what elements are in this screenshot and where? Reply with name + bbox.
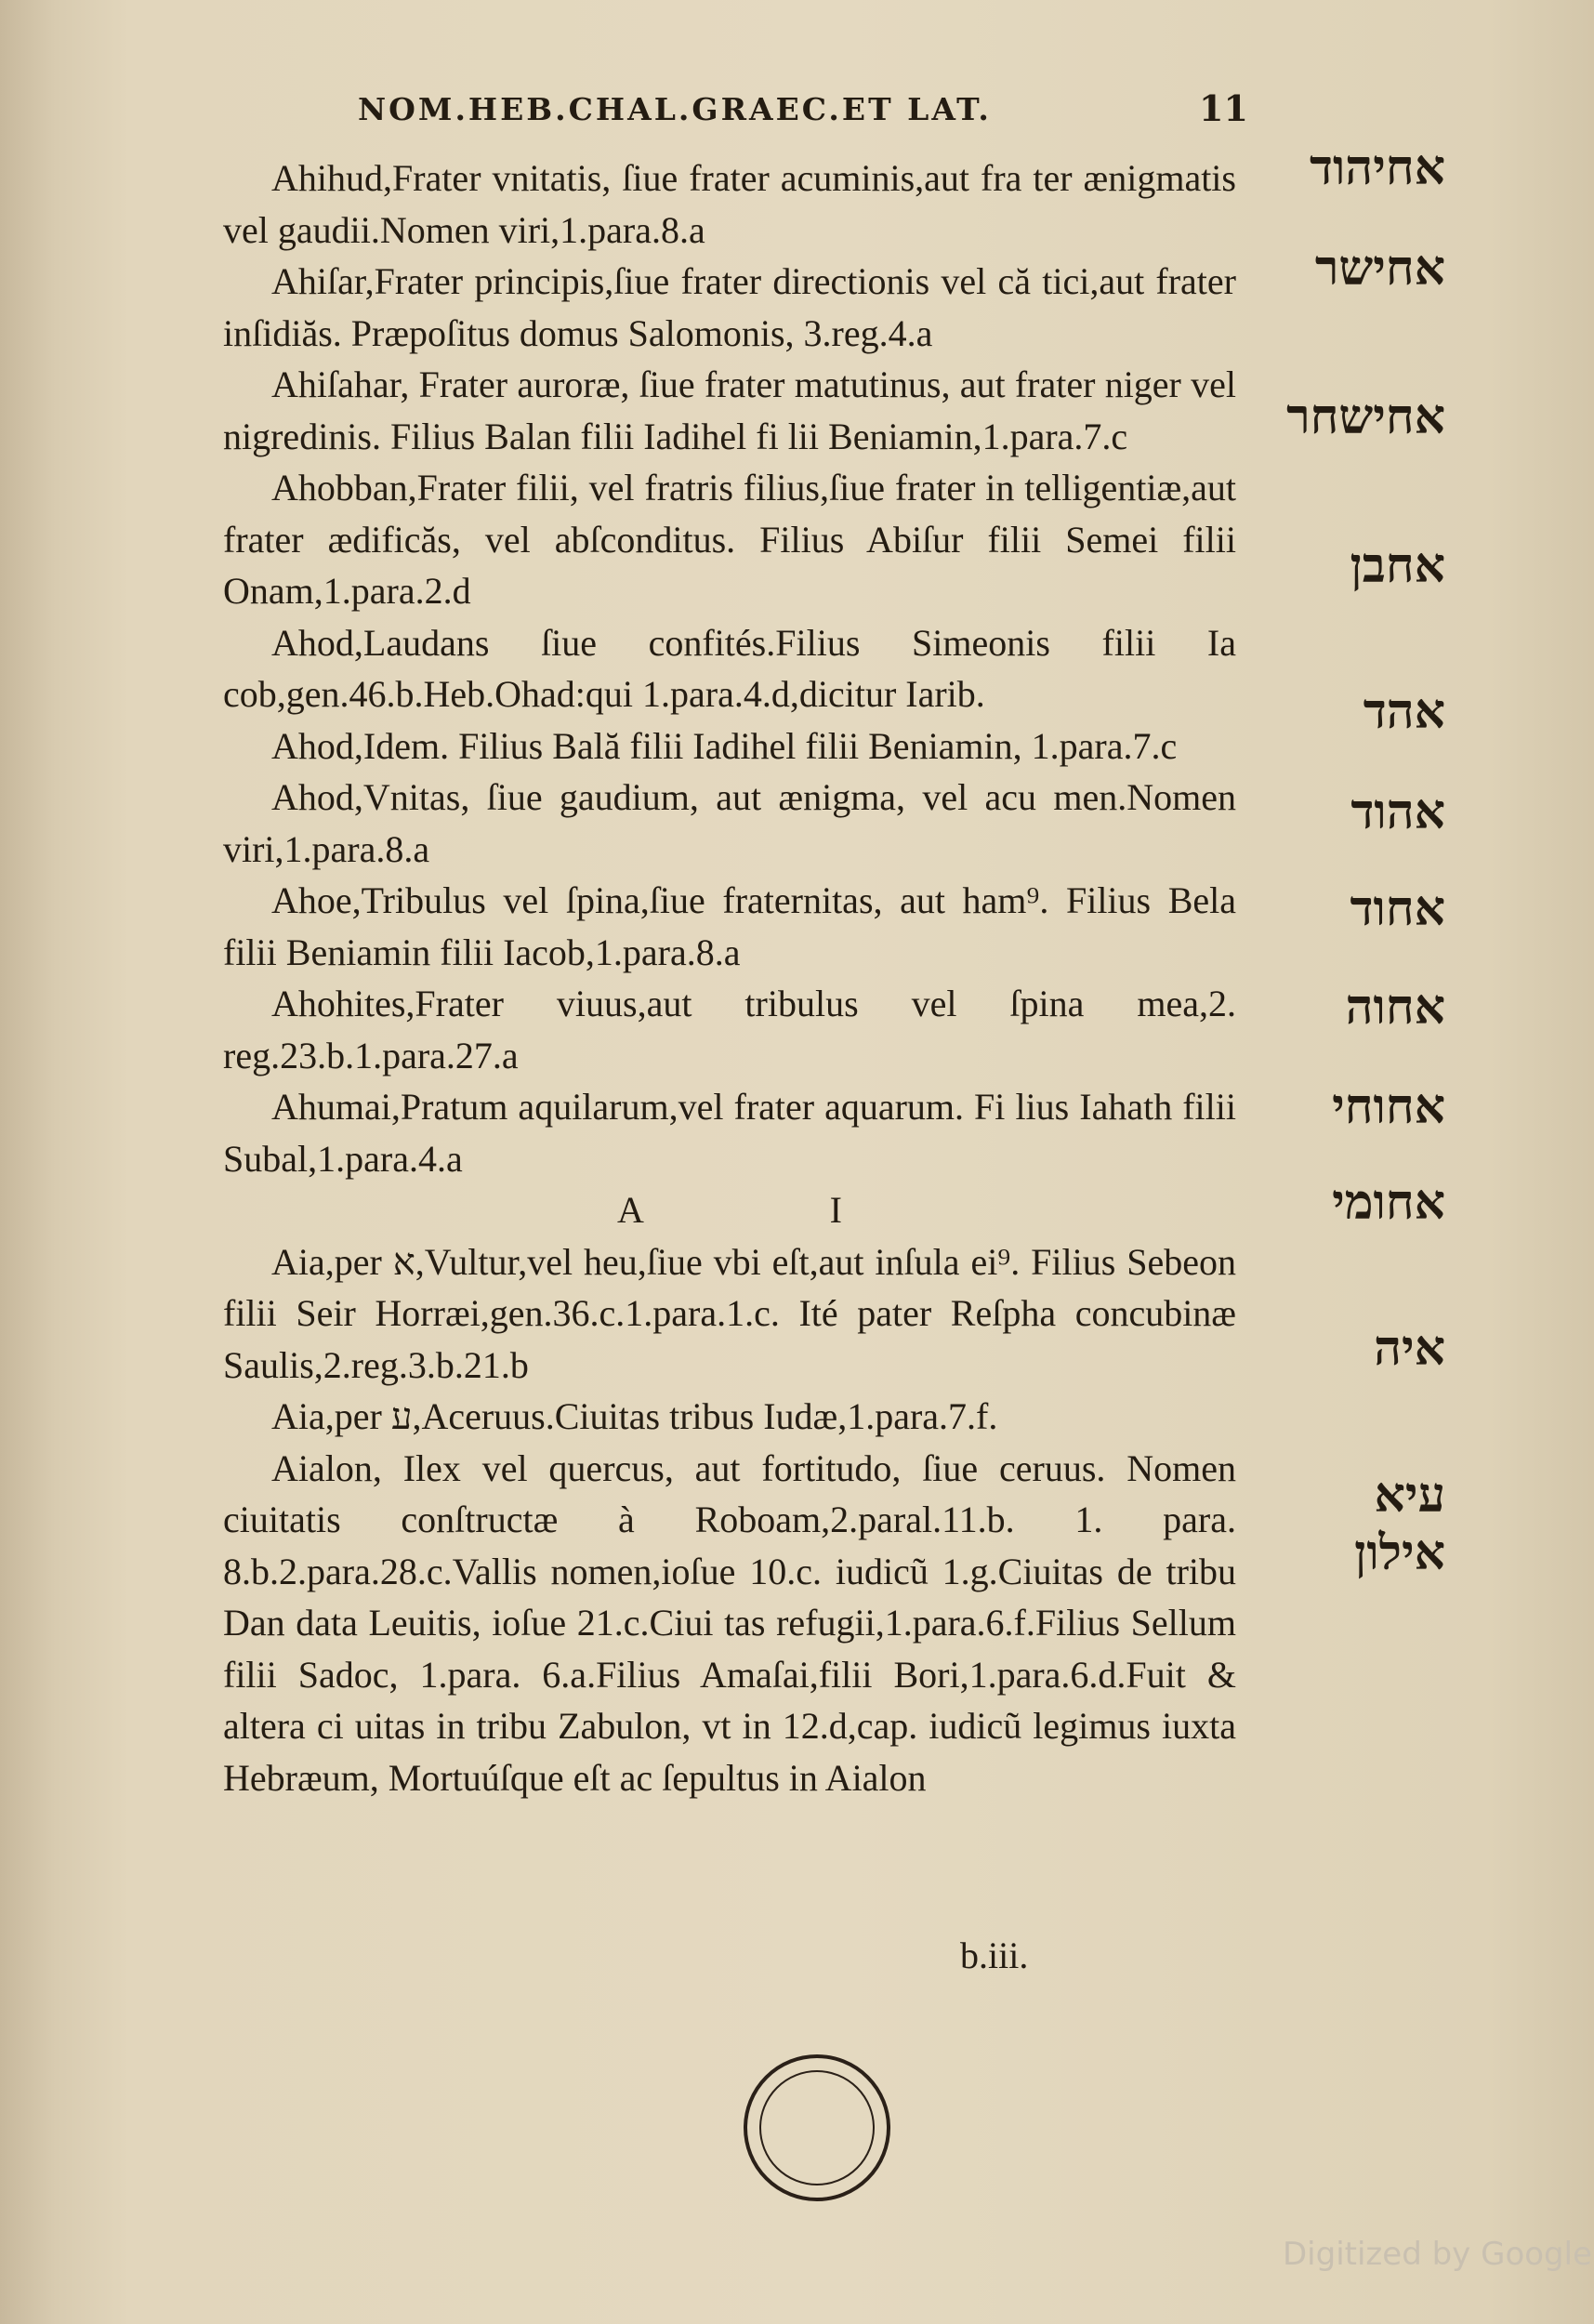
signature-mark: b.iii. xyxy=(960,1934,1029,1976)
entry-ahumai: Ahumai,Pratum aquilarum,vel frater aquarum. Fi lius Iahath filii Subal,1.para.4.a xyxy=(223,1086,1236,1180)
entry-ahod-vnitas: Ahod,Vnitas, ſiue gaudium, aut ænigma, vel acu men.Nomen viri,1.para.8.a xyxy=(223,776,1236,870)
library-stamp xyxy=(744,2054,890,2201)
hebrew-headword: אהוד xyxy=(1350,784,1445,840)
entry-aialon: Aialon, Ilex vel quercus, aut fortitudo, ſiue ceruus. Nomen ciuitatis conſtructæ à Roboam,2.paral.11.b. 1. para. 8.b.2.para.28.c.Vallis nomen,ioſue 10.c. iudicũ 1.g.Ciuitas de tribu Dan data Leuitis, ioſue 21.c.Ciui tas refugii,1.para.6.f.Filius Sellum filii Sadoc, 1.para. 6.a.Filius Amaſai,filii Bori,1.para.6.d.Fuit & altera ci uitas in tribu Zabulon, vt in 12.d,cap. iudicũ legimus iuxta Hebræum, Mortuúſque eſt ac ſepultus in Aialon xyxy=(223,1446,1236,1799)
folio-number: 11 xyxy=(1199,87,1248,129)
hebrew-headword: אחומי xyxy=(1332,1174,1445,1231)
hebrew-headword: עיא xyxy=(1374,1467,1445,1524)
entry-ahobban: Ahobban,Frater filii, vel fratris filius,ſiue frater in telligentiæ,aut frater ædificăs, vel abſconditus. Filius Abiſur filii Semei filii Onam,1.para.2.d xyxy=(223,467,1236,612)
hebrew-headword: אחוד xyxy=(1350,880,1445,937)
entry-ahoe: Ahoe,Tribulus vel ſpina,ſiue fraternitas, aut ham⁹. Filius Bela filii Beniamin filii Iacob,1.para.8.a xyxy=(223,879,1236,973)
hebrew-headword: אילון xyxy=(1354,1525,1445,1581)
hebrew-headword: אחישחר xyxy=(1286,389,1445,445)
hebrew-headword: אחבן xyxy=(1350,537,1445,594)
hebrew-headword: אהד xyxy=(1363,683,1445,740)
entry-ahohites: Ahohites,Frater viuus,aut tribulus vel ſpina mea,2. reg.23.b.1.para.27.a xyxy=(223,983,1236,1076)
entry-ahod: Ahod,Laudans ſiue confités.Filius Simeonis filii Ia cob,gen.46.b.Heb.Ohad:qui 1.para.4.d,dicitur Iarib. xyxy=(223,621,1236,715)
hebrew-headword: אחיהוד xyxy=(1309,139,1445,196)
entry-ahisar: Ahiſar,Frater principis,ſiue frater directionis vel că tici,aut frater inſidiăs. Præpoſitus domus Salomonis, 3.reg.4.a xyxy=(223,260,1236,354)
dictionary-text xyxy=(223,152,1236,1803)
section-heading: A I xyxy=(617,1189,931,1231)
entry-ahisahar: Ahiſahar, Frater auroræ, ſiue frater matutinus, aut frater niger vel nigredinis. Filius Balan filii Iadihel fi lii Beniamin,1.para.7.c xyxy=(223,363,1236,457)
running-title: NOM.HEB.CHAL.GRAEC.ET LAT. xyxy=(358,91,992,127)
entry-ahod-idem: Ahod,Idem. Filius Bală filii Iadihel filii Beniamin, 1.para.7.c xyxy=(271,724,1178,767)
hebrew-headword: איה xyxy=(1374,1320,1445,1377)
entry-aia-aleph: Aia,per א,Vultur,vel heu,ſiue vbi eſt,aut inſula ei⁹. Filius Sebeon filii Seir Horræi,gen.36.c.1.para.1.c. Ité pater Reſpha concubinæ Saulis,2.reg.3.b.21.b xyxy=(223,1240,1236,1386)
hebrew-headword: אחוחי xyxy=(1332,1078,1445,1135)
entry-aia-ayin: Aia,per ע,Aceruus.Ciuitas tribus Iudæ,1.para.7.f. xyxy=(271,1395,998,1437)
entry-ahihud: Ahihud,Frater vnitatis, ſiue frater acuminis,aut fra ter ænigmatis vel gaudii.Nomen viri,1.para.8.a xyxy=(223,157,1236,251)
hebrew-headword: אחוה xyxy=(1345,979,1445,1036)
digitized-watermark: Digitized by Google xyxy=(1283,2236,1592,2273)
hebrew-headword: אחישר xyxy=(1314,240,1445,297)
stamp-inner-ring xyxy=(759,2070,875,2185)
